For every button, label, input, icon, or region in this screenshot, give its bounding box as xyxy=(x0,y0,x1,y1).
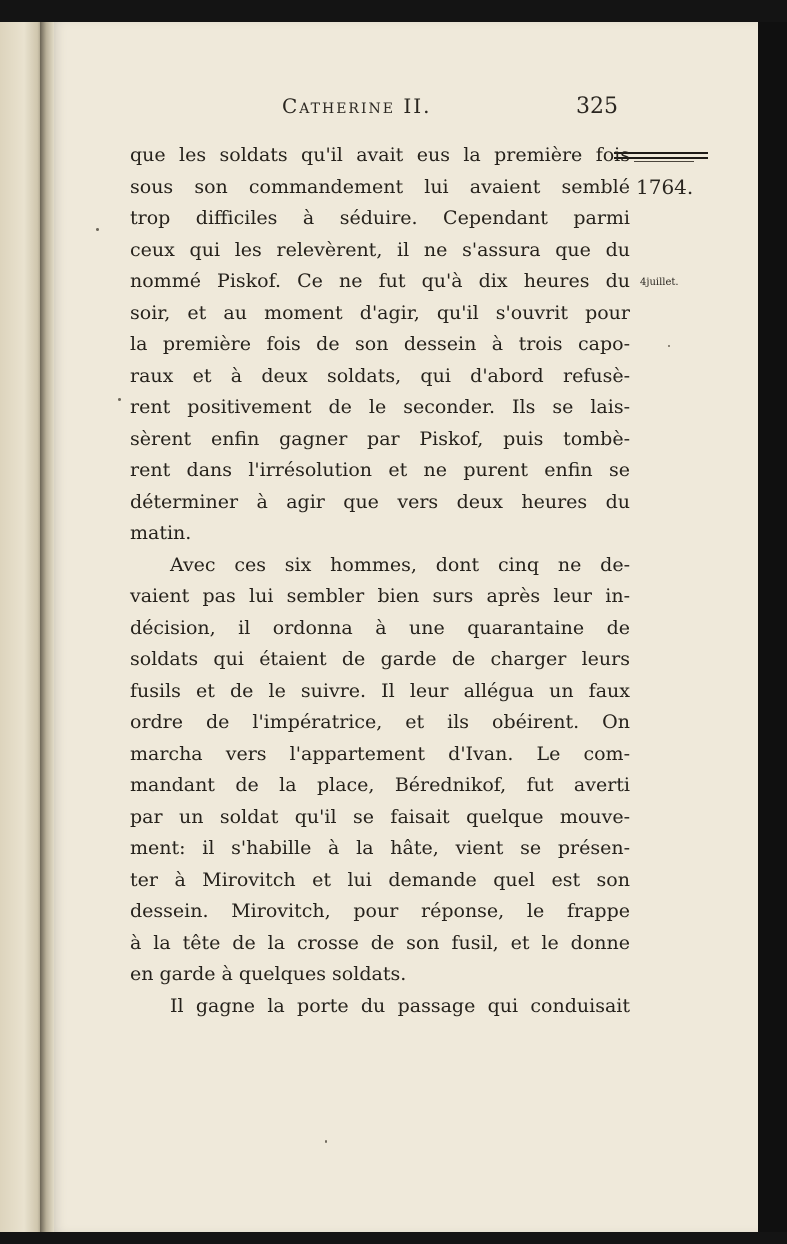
paper-speck xyxy=(325,1140,327,1143)
text-line: rent dans l'irrésolution et ne purent enfin se xyxy=(130,459,630,481)
body-text xyxy=(130,140,630,1022)
paper-speck xyxy=(668,345,670,347)
scan-border xyxy=(758,22,787,1232)
text-line: matin. xyxy=(130,522,192,544)
text-line: mandant de la place, Bérednikof, fut averti xyxy=(130,774,630,796)
text-line: à la tête de la crosse de son fusil, et le donne xyxy=(130,931,630,954)
text-line: rent positivement de le seconder. Ils se lais- xyxy=(130,396,630,418)
page-number: 325 xyxy=(576,94,618,119)
text-line: vaient pas lui sembler bien surs après leur in- xyxy=(130,585,630,607)
text-line: soir, et au moment d'agir, qu'il s'ouvrit pour xyxy=(130,301,630,324)
text-line: la première fois de son dessein à trois capo- xyxy=(130,333,630,355)
paragraph-start-line: Il gagne la porte du passage qui conduisait xyxy=(170,994,630,1017)
text-line: déterminer à agir que vers deux heures du xyxy=(130,490,630,513)
text-line: décision, il ordonna à une quarantaine de xyxy=(130,616,630,639)
paragraph-start-line: Avec ces six hommes, dont cinq ne de- xyxy=(170,553,630,576)
text-line: raux et à deux soldats, qui d'abord refusè- xyxy=(130,364,630,387)
text-line: nommé Piskof. Ce ne fut qu'à dix heures du xyxy=(130,270,630,292)
text-line: soldats qui étaient de garde de charger leurs xyxy=(130,648,630,670)
margin-note-year: 1764. xyxy=(636,175,694,199)
text-line: ceux qui les relevèrent, il ne s'assura que du xyxy=(130,238,630,261)
text-line: en garde à quelques soldats. xyxy=(130,963,407,985)
text-line: par un soldat qu'il se faisait quelque mouve- xyxy=(130,805,630,828)
book-gutter xyxy=(40,22,54,1232)
text-line: ordre de l'impératrice, et ils obéirent. On xyxy=(130,711,630,733)
text-line: que les soldats qu'il avait eus la première fois xyxy=(130,144,630,166)
paper-speck xyxy=(118,398,121,401)
text-line: marcha vers l'appartement d'Ivan. Le com- xyxy=(130,742,630,765)
text-line: ter à Mirovitch et lui demande quel est son xyxy=(130,868,630,891)
text-line: trop difficiles à séduire. Cependant parmi xyxy=(130,207,630,229)
text-line: ment: il s'habille à la hâte, vient se présen- xyxy=(130,837,630,859)
paper-speck xyxy=(96,228,99,231)
running-head: Catherine II. xyxy=(282,94,432,118)
text-line: fusils et de le suivre. Il leur allégua un faux xyxy=(130,679,630,702)
margin-rule-thin xyxy=(634,161,694,162)
previous-page-edge xyxy=(0,22,44,1232)
text-line: sous son commandement lui avaient semblé xyxy=(130,175,630,198)
text-line: sèrent enfin gagner par Piskof, puis tombè- xyxy=(130,427,630,450)
text-line: dessein. Mirovitch, pour réponse, le frappe xyxy=(130,900,630,922)
margin-note-date: 4juillet. xyxy=(640,277,679,288)
